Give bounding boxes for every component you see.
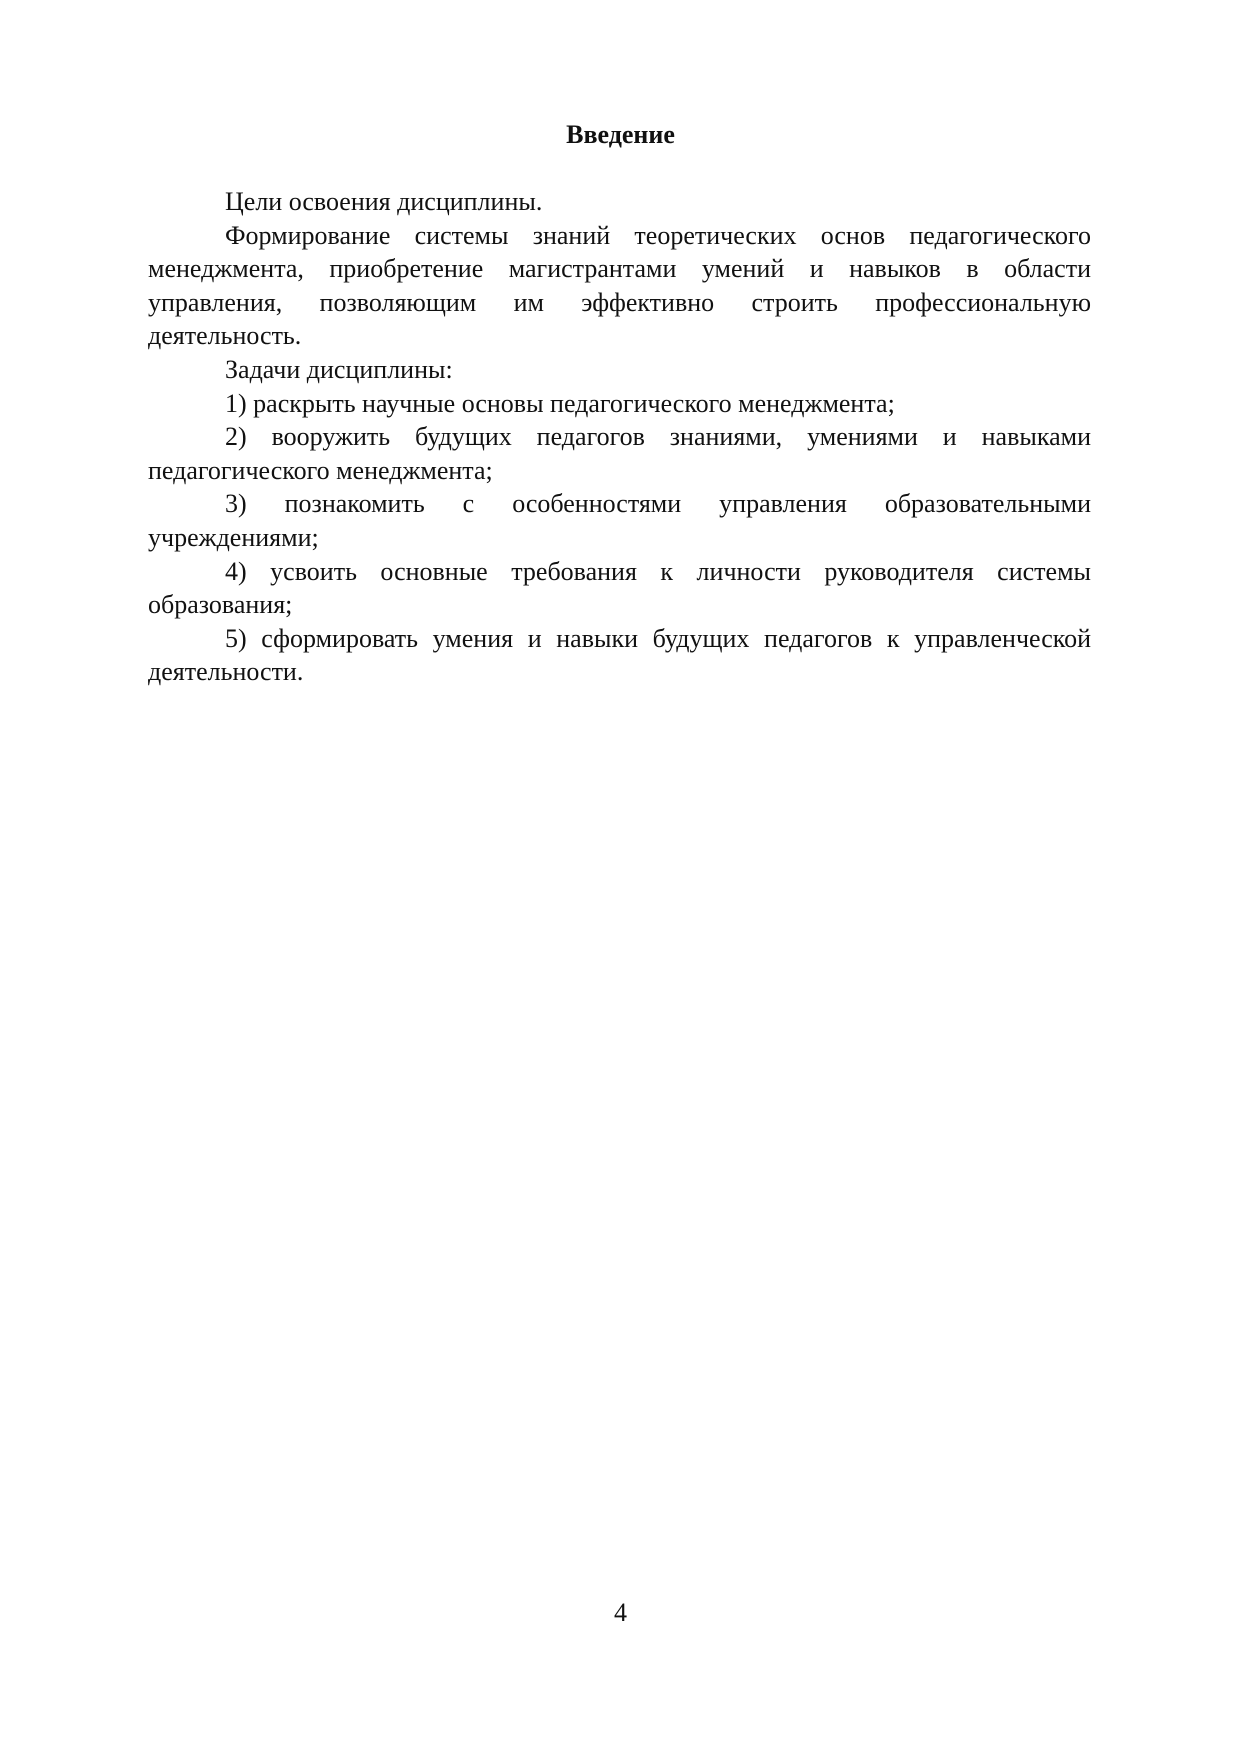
list-item-task-4: 4) усвоить основные требования к личности руководителя системы образования;: [148, 556, 1091, 620]
list-item-task-5: 5) сформировать умения и навыки будущих педагогов к управленческой деятельности.: [148, 623, 1091, 687]
paragraph-tasks-intro: Задачи дисциплины:: [225, 354, 453, 384]
document-body: [148, 185, 1091, 689]
paragraph-goals-text: Формирование системы знаний теоретических основ педагогического менеджмента, приобретение магистрантами умений и навыков в области управления, позволяющим им эффективно строить профессиональную деятельность.: [148, 220, 1091, 351]
list-item-task-3: 3) познакомить с особенностями управления образовательными учреждениями;: [148, 489, 1091, 552]
list-item-task-2: 2) вооружить будущих педагогов знаниями, умениями и навыками педагогического менеджмента;: [148, 422, 1091, 485]
page-number: 4: [614, 1598, 627, 1627]
section-heading: Введение: [566, 120, 675, 149]
paragraph-goals-intro: Цели освоения дисциплины.: [225, 187, 543, 216]
list-item-task-1: 1) раскрыть научные основы педагогического менеджмента;: [225, 388, 895, 418]
